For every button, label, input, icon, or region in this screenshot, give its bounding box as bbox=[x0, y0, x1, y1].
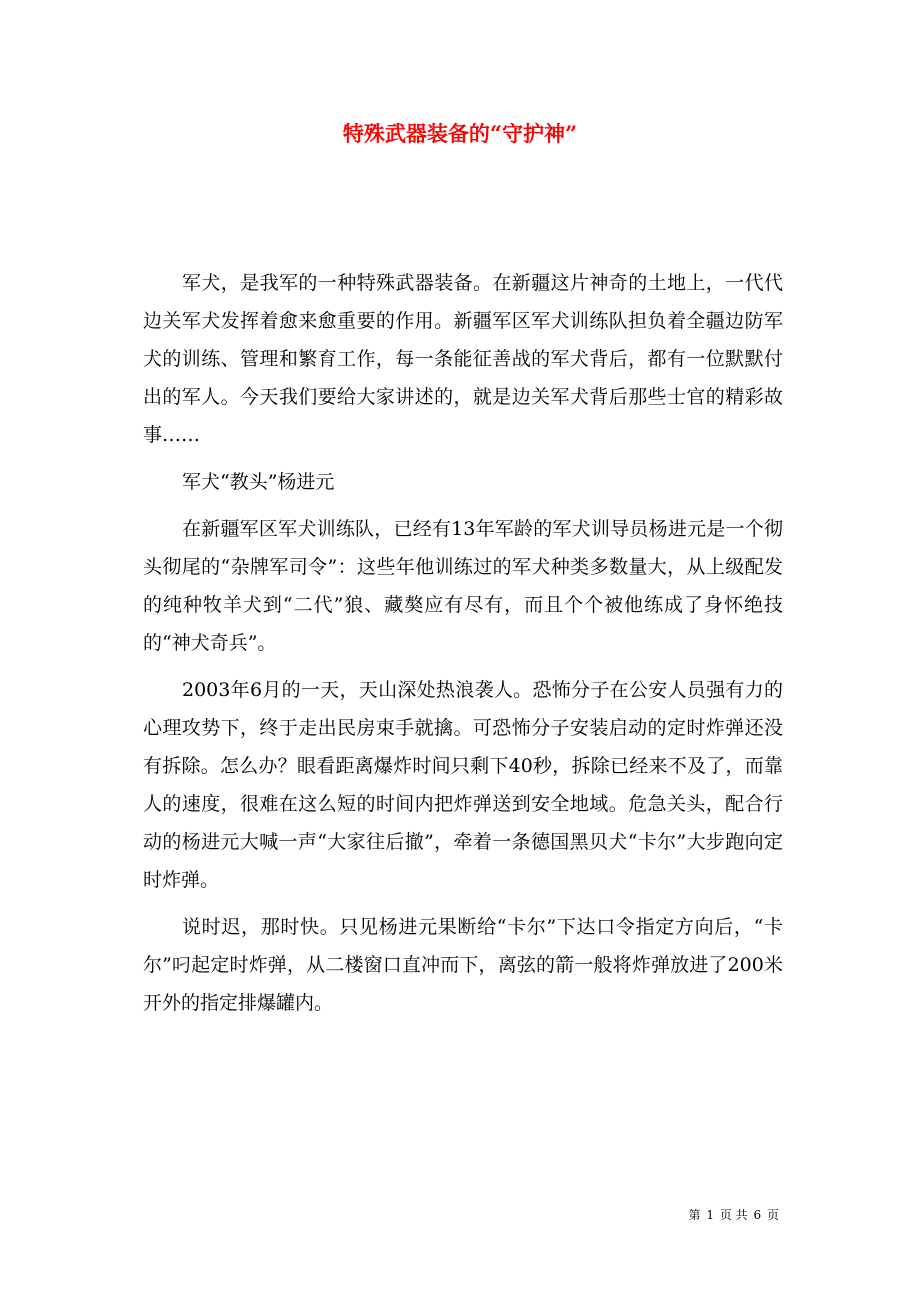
page-footer bbox=[0, 1206, 780, 1223]
footer-total-pages: 6 bbox=[753, 1208, 762, 1222]
section-heading: 军犬“教头”杨进元 bbox=[182, 471, 335, 493]
footer-prefix: 第 bbox=[688, 1208, 701, 1222]
footer-page-number: 1 bbox=[706, 1208, 715, 1222]
document-body bbox=[143, 264, 783, 1031]
document-title: 特殊武器装备的“守护神” bbox=[342, 121, 578, 146]
footer-middle: 页 共 bbox=[719, 1208, 748, 1222]
paragraph-yang-jinyuan: 在新疆军区军犬训练队，已经有13年军龄的军犬训导员杨进元是一个彻头彻尾的“杂牌军司令”：这些年他训练过的军犬种类多数量大，从上级配发的纯种牧羊犬到“二代”狼、藏獒应有尽有，而且个个被他练成了身怀绝技的“神犬奇兵”。 bbox=[143, 518, 783, 654]
paragraph-karl: 说时迟，那时快。只见杨进元果断给“卡尔”下达口令指定方向后，“卡尔”叼起定时炸弹，从二楼窗口直冲而下，离弦的箭一般将炸弹放进了200米开外的指定排爆罐内。 bbox=[143, 916, 783, 1014]
paragraph-2003-incident: 2003年6月的一天，天山深处热浪袭人。恐怖分子在公安人员强有力的心理攻势下，终于走出民房束手就擒。可恐怖分子安装启动的定时炸弹还没有拆除。怎么办？眼看距离爆炸时间只剩下40秒，拆除已经来不及了，而靠人的速度，很难在这么短的时间内把炸弹送到安全地域。危急关头，配合行动的杨进元大喊一声“大家往后撤”，牵着一条德国黑贝犬“卡尔”大步跑向定时炸弹。 bbox=[143, 679, 783, 891]
paragraph-intro: 军犬，是我军的一种特殊武器装备。在新疆这片神奇的土地上，一代代边关军犬发挥着愈来愈重要的作用。新疆军区军犬训练队担负着全疆边防军犬的训练、管理和繁育工作，每一条能征善战的军犬背后，都有一位默默付出的军人。今天我们要给大家讲述的，就是边关军犬背后那些士官的精彩故事…… bbox=[143, 272, 783, 446]
footer-suffix: 页 bbox=[766, 1208, 779, 1222]
